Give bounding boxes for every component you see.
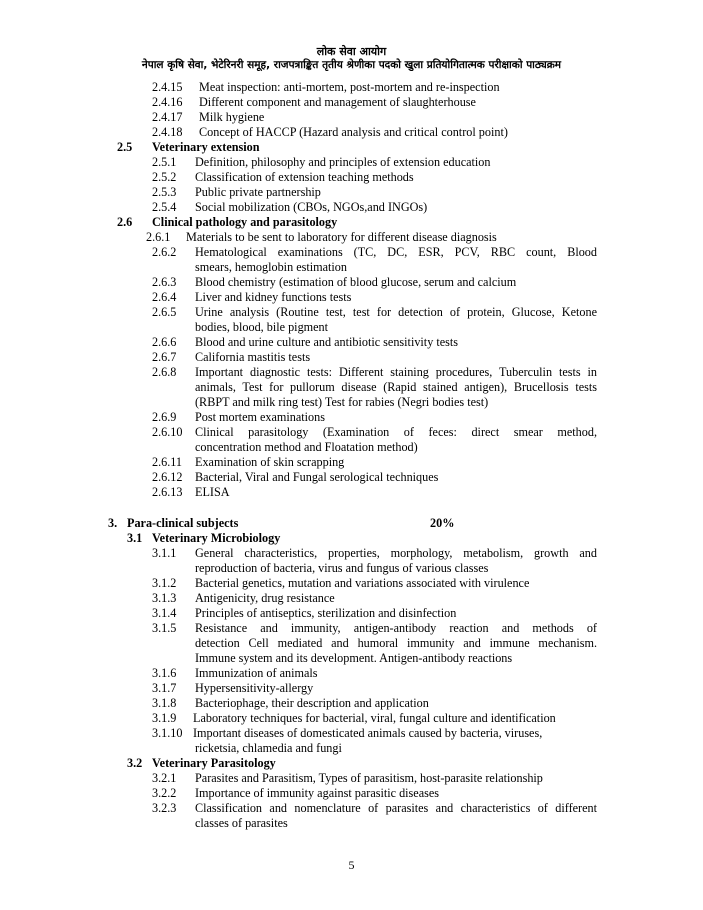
section-number: 2.5 bbox=[117, 140, 133, 154]
item-number: 2.4.16 bbox=[152, 95, 183, 109]
item-text: Bacterial genetics, mutation and variations associated with virulence bbox=[195, 576, 530, 590]
item-number: 3.1.2 bbox=[152, 576, 177, 590]
section-title: Veterinary Parasitology bbox=[152, 756, 276, 770]
syllabus-line bbox=[0, 275, 703, 290]
item-number: 3.1.4 bbox=[152, 606, 177, 620]
syllabus-line-continued bbox=[0, 561, 703, 576]
item-number: 3.1.6 bbox=[152, 666, 177, 680]
item-text: Social mobilization (CBOs, NGOs,and INGOs) bbox=[195, 200, 428, 214]
syllabus-line-continued bbox=[0, 816, 703, 831]
item-number: 3.1.5 bbox=[152, 621, 177, 635]
syllabus-line bbox=[0, 185, 703, 200]
item-text: Classification of extension teaching methods bbox=[195, 170, 414, 184]
syllabus-line bbox=[0, 726, 703, 741]
section-title: Clinical pathology and parasitology bbox=[152, 215, 338, 229]
item-text: Blood and urine culture and antibiotic sensitivity tests bbox=[195, 335, 459, 349]
item-number: 3.1.3 bbox=[152, 591, 177, 605]
item-text: General characteristics, properties, morphology, metabolism, growth and bbox=[195, 546, 597, 560]
syllabus-line bbox=[0, 591, 703, 606]
section-heading bbox=[0, 756, 703, 771]
item-number: 2.6.10 bbox=[152, 425, 183, 439]
item-number: 2.4.15 bbox=[152, 80, 183, 94]
syllabus-line bbox=[0, 365, 703, 380]
item-text: Milk hygiene bbox=[199, 110, 265, 124]
item-text: Concept of HACCP (Hazard analysis and critical control point) bbox=[199, 125, 508, 139]
syllabus-line bbox=[0, 290, 703, 305]
syllabus-content bbox=[0, 80, 703, 831]
item-text: Bacteriophage, their description and application bbox=[195, 696, 429, 710]
syllabus-line bbox=[0, 170, 703, 185]
item-number: 3.1.10 bbox=[152, 726, 183, 740]
item-number: 2.6.11 bbox=[152, 455, 183, 469]
item-text: smears, hemoglobin estimation bbox=[195, 260, 347, 274]
syllabus-line-continued bbox=[0, 741, 703, 756]
syllabus-line bbox=[0, 801, 703, 816]
syllabus-line bbox=[0, 455, 703, 470]
item-number: 3.2.3 bbox=[152, 801, 177, 815]
item-number: 2.5.1 bbox=[152, 155, 177, 169]
syllabus-line bbox=[0, 681, 703, 696]
item-text: Clinical parasitology (Examination of feces: direct smear method, bbox=[195, 425, 597, 439]
syllabus-line bbox=[0, 470, 703, 485]
item-number: 2.4.17 bbox=[152, 110, 183, 124]
item-number: 3.1.7 bbox=[152, 681, 177, 695]
syllabus-line bbox=[0, 696, 703, 711]
syllabus-line bbox=[0, 155, 703, 170]
item-text: Antigenicity, drug resistance bbox=[195, 591, 335, 605]
item-number: 2.6.9 bbox=[152, 410, 177, 424]
item-number: 3.1.1 bbox=[152, 546, 177, 560]
syllabus-line-continued bbox=[0, 440, 703, 455]
item-text: Materials to be sent to laboratory for different disease diagnosis bbox=[186, 230, 497, 244]
syllabus-line-continued bbox=[0, 320, 703, 335]
item-number: 2.6.12 bbox=[152, 470, 183, 484]
syllabus-line bbox=[0, 230, 703, 245]
syllabus-line bbox=[0, 621, 703, 636]
item-number: 2.6.3 bbox=[152, 275, 177, 289]
item-text: animals, Test for pullorum disease (Rapid stained antigen), Brucellosis tests bbox=[195, 380, 597, 394]
item-number: 2.5.2 bbox=[152, 170, 177, 184]
item-text: Laboratory techniques for bacterial, viral, fungal culture and identification bbox=[193, 711, 556, 725]
page-number: 5 bbox=[348, 858, 355, 872]
item-number: 2.6.13 bbox=[152, 485, 183, 499]
section-number: 3.1 bbox=[127, 531, 143, 545]
section-heading bbox=[0, 531, 703, 546]
item-text: Urine analysis (Routine test, test for detection of protein, Glucose, Ketone bbox=[195, 305, 597, 319]
weightage-percent: 20% bbox=[430, 516, 455, 530]
item-text: Definition, philosophy and principles of extension education bbox=[195, 155, 491, 169]
item-number: 3.2.2 bbox=[152, 786, 177, 800]
item-text: detection Cell mediated and humoral immunity and immune mechanism. bbox=[195, 636, 597, 650]
item-text: California mastitis tests bbox=[195, 350, 311, 364]
chapter-heading bbox=[0, 516, 703, 531]
syllabus-line-continued bbox=[0, 636, 703, 651]
syllabus-line bbox=[0, 606, 703, 621]
syllabus-line bbox=[0, 245, 703, 260]
item-number: 2.5.3 bbox=[152, 185, 177, 199]
syllabus-line bbox=[0, 410, 703, 425]
syllabus-line bbox=[0, 576, 703, 591]
item-text: Parasites and Parasitism, Types of parasitism, host-parasite relationship bbox=[195, 771, 543, 785]
item-text: Meat inspection: anti-mortem, post-mortem and re-inspection bbox=[199, 80, 500, 94]
syllabus-line-continued bbox=[0, 395, 703, 410]
item-text: (RBPT and milk ring test) Test for rabies (Negri bodies test) bbox=[195, 395, 489, 409]
item-text: reproduction of bacteria, virus and fungus of various classes bbox=[195, 561, 489, 575]
item-text: Important diseases of domesticated animals caused by bacteria, viruses, bbox=[193, 726, 543, 740]
item-number: 3.1.8 bbox=[152, 696, 177, 710]
syllabus-line bbox=[0, 125, 703, 140]
section-heading bbox=[0, 215, 703, 230]
syllabus-line bbox=[0, 305, 703, 320]
item-text: Immunization of animals bbox=[195, 666, 318, 680]
item-text: concentration method and Floatation method) bbox=[195, 440, 418, 454]
item-text: Classification and nomenclature of parasites and characteristics of different bbox=[195, 801, 597, 815]
syllabus-line bbox=[0, 666, 703, 681]
item-number: 2.6.7 bbox=[152, 350, 177, 364]
syllabus-line-continued bbox=[0, 651, 703, 666]
item-number: 2.6.1 bbox=[146, 230, 171, 244]
syllabus-line bbox=[0, 335, 703, 350]
item-number: 2.6.6 bbox=[152, 335, 177, 349]
item-number: 2.6.8 bbox=[152, 365, 177, 379]
section-number: 2.6 bbox=[117, 215, 133, 229]
item-number: 2.6.2 bbox=[152, 245, 177, 259]
spacer bbox=[0, 500, 703, 516]
item-text: ELISA bbox=[195, 485, 230, 499]
item-text: ricketsia, chlamedia and fungi bbox=[195, 741, 342, 755]
item-text: Blood chemistry (estimation of blood glucose, serum and calcium bbox=[195, 275, 517, 289]
item-text: Important diagnostic tests: Different staining procedures, Tuberculin tests in bbox=[195, 365, 597, 379]
syllabus-line bbox=[0, 95, 703, 110]
section-title: Veterinary Microbiology bbox=[152, 531, 281, 545]
syllabus-line bbox=[0, 80, 703, 95]
syllabus-line bbox=[0, 771, 703, 786]
item-text: Hematological examinations (TC, DC, ESR, PCV, RBC count, Blood bbox=[195, 245, 597, 259]
chapter-title: Para-clinical subjects bbox=[127, 516, 239, 530]
item-text: Public private partnership bbox=[195, 185, 321, 199]
syllabus-line bbox=[0, 711, 703, 726]
syllabus-line bbox=[0, 200, 703, 215]
syllabus-line bbox=[0, 786, 703, 801]
item-text: Importance of immunity against parasitic diseases bbox=[195, 786, 440, 800]
item-text: Post mortem examinations bbox=[195, 410, 325, 424]
item-text: Resistance and immunity, antigen-antibody reaction and methods of bbox=[195, 621, 597, 635]
syllabus-subtitle: नेपाल कृषि सेवा, भेटेरिनरी समूह, राजपत्राङ्कित तृतीय श्रेणीका पदको खुला प्रतियोगितात्मक परीक्षाको पाठ्यक्रम bbox=[141, 59, 562, 71]
item-number: 3.1.9 bbox=[152, 711, 177, 725]
syllabus-line-continued bbox=[0, 260, 703, 275]
syllabus-line bbox=[0, 546, 703, 561]
item-number: 2.6.5 bbox=[152, 305, 177, 319]
item-text: bodies, blood, bile pigment bbox=[195, 320, 329, 334]
syllabus-line-continued bbox=[0, 380, 703, 395]
item-text: Examination of skin scrapping bbox=[195, 455, 345, 469]
section-title: Veterinary extension bbox=[152, 140, 260, 154]
item-number: 2.5.4 bbox=[152, 200, 177, 214]
item-number: 2.4.18 bbox=[152, 125, 183, 139]
item-text: Hypersensitivity-allergy bbox=[195, 681, 314, 695]
item-text: Different component and management of slaughterhouse bbox=[199, 95, 476, 109]
item-text: Bacterial, Viral and Fungal serological techniques bbox=[195, 470, 439, 484]
item-text: Immune system and its development. Antigen-antibody reactions bbox=[195, 651, 513, 665]
item-text: Liver and kidney functions tests bbox=[195, 290, 352, 304]
section-number: 3.2 bbox=[127, 756, 143, 770]
syllabus-line bbox=[0, 350, 703, 365]
chapter-number: 3. bbox=[108, 516, 118, 530]
commission-title: लोक सेवा आयोग bbox=[316, 45, 387, 58]
syllabus-line bbox=[0, 110, 703, 125]
syllabus-line bbox=[0, 425, 703, 440]
syllabus-line bbox=[0, 485, 703, 500]
item-number: 3.2.1 bbox=[152, 771, 177, 785]
item-text: classes of parasites bbox=[195, 816, 288, 830]
item-text: Principles of antiseptics, sterilization and disinfection bbox=[195, 606, 457, 620]
section-heading bbox=[0, 140, 703, 155]
item-number: 2.6.4 bbox=[152, 290, 177, 304]
